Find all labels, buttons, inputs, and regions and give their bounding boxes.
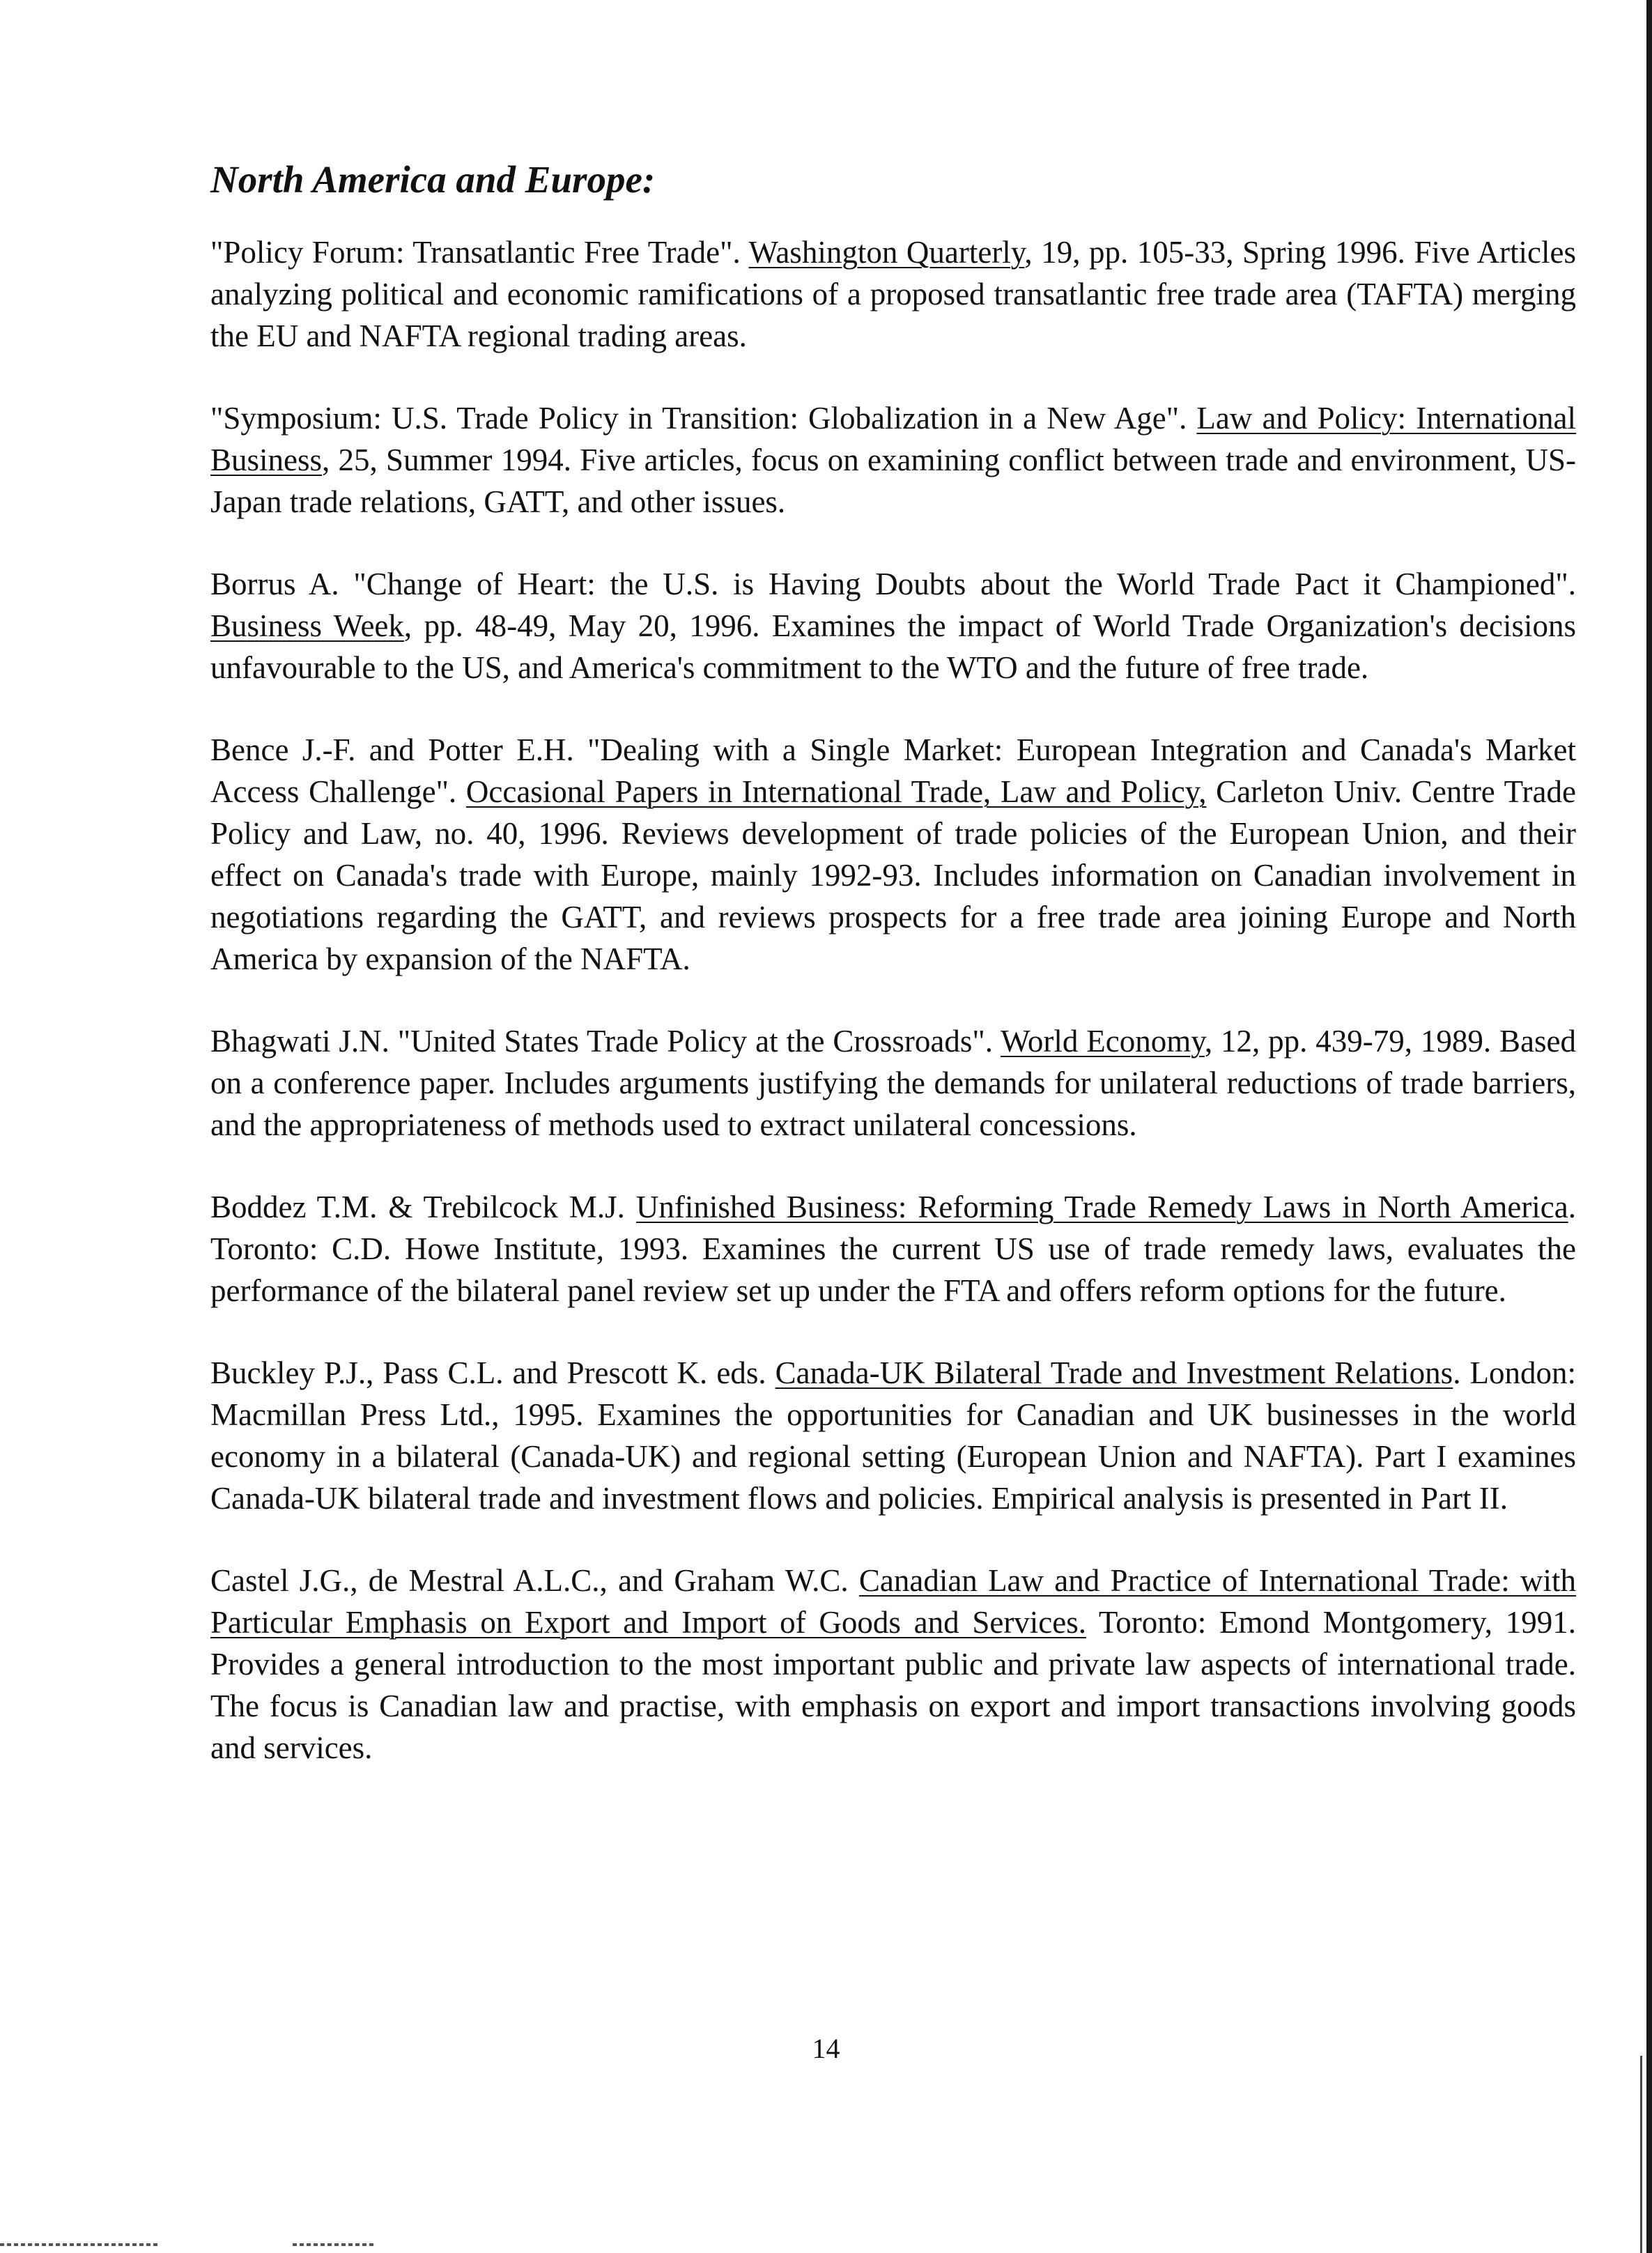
entry-description: , 25, Summer 1994. Five articles, focus on examining conflict between trade and environment, US-Japan trade relations, GATT, and other issues. (210, 443, 1576, 519)
bibliography-entry (210, 1352, 1576, 1519)
bibliography-entry (210, 1186, 1576, 1312)
entry-description: , 19, pp. 105-33, Spring 1996. Five Articles analyzing political and economic ramifications of a proposed transatlantic free trade area (TAFTA) merging the EU and NAFTA regional trading areas. (210, 235, 1577, 353)
entry-description: Carleton Univ. Centre Trade Policy and Law, no. 40, 1996. Reviews development of trade policies of the European Union, and their effect on Canada's trade with Europe, mainly 1992-93. Includes information on Canadian involvement in negotiations regarding the GATT, and reviews prospects for a free trade area joining Europe and North America by expansion of the NAFTA. (210, 774, 1576, 976)
bibliography-entry (210, 1560, 1576, 1769)
entry-lead: Bence J.-F. and Potter E.H. "Dealing with a Single Market: European Integration and Canada's Market Access Challenge". (210, 732, 1576, 809)
bibliography-entry (210, 231, 1576, 357)
scan-artifact-line (293, 2243, 376, 2246)
entry-source: Washington Quarterly (748, 235, 1025, 270)
entry-lead: Buckley P.J., Pass C.L. and Prescott K. eds. (210, 1355, 775, 1390)
entry-source: Canada-UK Bilateral Trade and Investment Relations (775, 1355, 1453, 1390)
entry-lead: Castel J.G., de Mestral A.L.C., and Graham W.C. (210, 1563, 859, 1598)
bibliography-content (210, 155, 1576, 1809)
entry-source: Unfinished Business: Reforming Trade Remedy Laws in North America (635, 1190, 1568, 1224)
section-heading: North America and Europe: (210, 158, 656, 201)
entry-description: . London: Macmillan Press Ltd., 1995. Examines the opportunities for Canadian and UK businesses in the world economy in a bilateral (Canada-UK) and regional setting (European Union and NAFTA). Part I examines Canada-UK bilateral trade and investment flows and policies. Empirical analysis is presented in Part II. (210, 1355, 1576, 1516)
entry-lead: Boddez T.M. & Trebilcock M.J. (210, 1190, 636, 1224)
bibliography-entry (210, 563, 1576, 689)
entry-description: Toronto: Emond Montgomery, 1991. Provides a general introduction to the most important public and private law aspects of international trade. The focus is Canadian law and practise, with emphasis on export and import transactions involving goods and services. (210, 1605, 1576, 1765)
entry-description: , pp. 48-49, May 20, 1996. Examines the impact of World Trade Organization's decisions unfavourable to the US, and America's commitment to the WTO and the future of free trade. (210, 608, 1576, 685)
bibliography-entry (210, 1020, 1576, 1146)
entry-lead: Bhagwati J.N. "United States Trade Policy at the Crossroads". (210, 1024, 1001, 1059)
entry-lead: "Policy Forum: Transatlantic Free Trade". (210, 235, 749, 270)
entry-source: Canadian Law and Practice of International Trade: with Particular Emphasis on Export and Import of Goods and Services. (210, 1563, 1576, 1640)
entry-source: World Economy (1001, 1024, 1205, 1059)
bibliography-entry (210, 397, 1576, 523)
entry-description: . Toronto: C.D. Howe Institute, 1993. Examines the current US use of trade remedy laws, evaluates the performance of the bilateral panel review set up under the FTA and offers reform options for the future. (210, 1190, 1576, 1308)
entry-lead: Borrus A. "Change of Heart: the U.S. is Having Doubts about the World Trade Pact it Championed". (210, 567, 1576, 601)
scan-border-right-inner (1640, 2056, 1642, 2253)
page-number: 14 (812, 2033, 840, 2064)
entry-source: Business Week (210, 608, 404, 643)
entry-source: Law and Policy: International Business (210, 401, 1577, 477)
entry-description: , 12, pp. 439-79, 1989. Based on a conference paper. Includes arguments justifying the demands for unilateral reductions of trade barriers, and the appropriateness of methods used to extract unilateral concessions. (210, 1024, 1576, 1142)
scan-artifact-line (0, 2243, 160, 2246)
entry-lead: "Symposium: U.S. Trade Policy in Transition: Globalization in a New Age". (210, 401, 1197, 436)
scan-border-right (1646, 0, 1652, 2253)
bibliography-entry (210, 729, 1576, 980)
entry-source: Occasional Papers in International Trade, Law and Policy, (465, 774, 1207, 809)
